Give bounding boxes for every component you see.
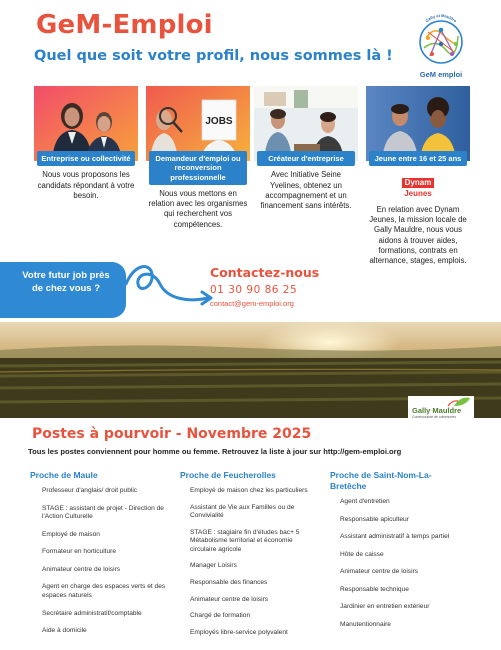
list-item: Animateur centre de loisirs <box>42 565 121 573</box>
list-item: Manager Loisirs <box>190 562 237 570</box>
list-item: Chargé de formation <box>190 612 251 620</box>
list-item: Formateur en horticulture <box>42 548 117 556</box>
cta-text: Votre futur job près de chez vous ? <box>22 270 110 294</box>
business-people-photo <box>34 86 138 161</box>
partner-subtitle: Communauté de communes <box>412 415 456 419</box>
entrepreneur-photo <box>254 86 358 161</box>
card-label: Entreprise ou collectivité <box>37 151 135 166</box>
card-label: Créateur d'entreprise <box>257 151 355 166</box>
contact-title: Contactez-nous <box>210 265 320 280</box>
card-text: Avec Initiative Seine Yvelines, obtenez un accompagnement et un financement sans intérêts. <box>260 170 352 210</box>
jeunes-badge: Jeunes <box>404 189 432 199</box>
jobs-column-maule <box>30 470 178 645</box>
card-jeune <box>366 86 470 266</box>
dynam-badge: Dynam <box>402 178 435 188</box>
list-item: Assistant administratif à temps partiel <box>340 533 450 541</box>
jobs-sign-text: JOBS <box>205 116 233 127</box>
list-item: Employé de maison chez les particuliers <box>190 487 308 495</box>
card-createur <box>254 86 358 211</box>
network-logo-icon <box>412 8 470 70</box>
card-label: Demandeur d'emploi ou reconversion professionnelle <box>149 151 247 185</box>
young-people-photo <box>366 86 470 161</box>
cta-box <box>0 262 126 318</box>
list-item: Aide à domicile <box>42 627 87 635</box>
card-text: Nous vous mettons en relation avec les organismes qui recherchent vos compétences. <box>148 189 248 229</box>
jobs-subtitle: Tous les postes conviennent pour homme ou femme. Retrouvez la liste à jour sur http://gem-emploi.org <box>28 447 402 456</box>
column-title: Proche de Maule <box>30 470 98 480</box>
job-seeker-photo <box>146 86 250 161</box>
list-item: Secrétaire administratif/comptable <box>42 609 142 617</box>
contact-email[interactable]: contact@gem-emploi.org <box>210 299 294 308</box>
logo-arc-text: Gally et Mauldre <box>424 12 458 24</box>
partner-name: Gally Mauldre <box>412 406 462 415</box>
card-entreprise <box>34 86 138 201</box>
dynam-jeunes-logo <box>366 172 470 199</box>
card-text: Nous vous proposons les candidats répondant à votre besoin. <box>37 170 135 200</box>
list-item: STAGE : stagiaire fin d'études bac+ 5 Métabolisme territorial et économie circulaire agricole <box>190 528 300 553</box>
list-item: Jardinier en entretien extérieur <box>340 603 430 611</box>
list-item: Animateur centre de loisirs <box>340 568 419 576</box>
list-item: Manutentionnaire <box>340 621 391 629</box>
brand-title: GeM-Emploi <box>36 10 213 40</box>
contact-block <box>210 265 319 308</box>
column-title: Proche de Feucherolles <box>180 470 276 480</box>
jobs-title: Postes à pourvoir - Novembre 2025 <box>32 426 312 442</box>
list-item: Animateur centre de loisirs <box>190 595 269 603</box>
contact-phone[interactable]: 01 30 90 86 25 <box>210 284 298 296</box>
list-item: Responsable technique <box>340 585 409 593</box>
card-label: Jeune entre 16 et 25 ans <box>369 151 467 166</box>
column-title: Proche de Saint-Nom-La-Bretêche <box>330 470 432 492</box>
jobs-column-feucherolles <box>180 470 320 645</box>
list-item: Professeur d'anglais/ droit public <box>42 487 138 495</box>
card-demandeur <box>146 86 250 230</box>
list-item: Hôte de caisse <box>340 550 384 558</box>
list-item: Agent en charge des espaces verts et des espaces naturels <box>42 583 166 599</box>
logo-caption: GeM emploi <box>419 70 463 79</box>
list-item: Responsable apiculteur <box>340 515 409 523</box>
list-item: Assistant de Vie aux Familles ou de Convivialité <box>190 503 295 520</box>
brand-tagline: Quel que soit votre profil, nous sommes là ! <box>34 48 393 64</box>
list-item: Responsable des finances <box>190 578 268 586</box>
card-text: En relation avec Dynam Jeunes, la mission locale de Gally Mauldre, nous vous aidons à trouver aides, formations, contrats en alternance, stages, emplois. <box>369 205 467 265</box>
gem-emploi-logo <box>412 8 470 82</box>
gally-mauldre-logo <box>408 396 474 422</box>
awareness-ribbon-icon <box>120 254 215 314</box>
list-item: Employés libre-service polyvalent <box>190 628 288 636</box>
list-item: Employé de maison <box>42 530 100 538</box>
list-item: Agent d'entretien <box>340 498 390 506</box>
svg-text:Gally et Mauldre <box>424 13 458 24</box>
list-item: STAGE : assistant de projet - Direction de l'Action Culturelle <box>42 504 164 521</box>
jobs-column-saint-nom <box>330 470 470 639</box>
